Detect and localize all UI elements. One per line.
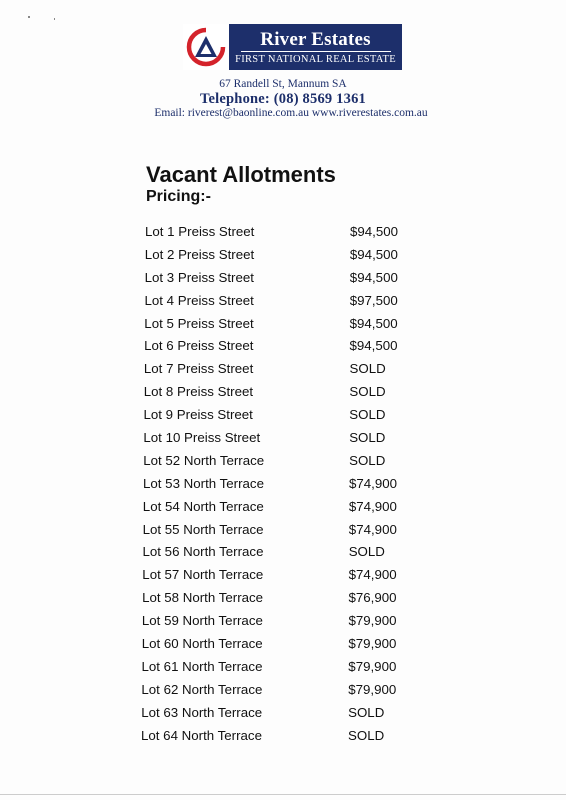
scan-speck (28, 16, 30, 18)
lot-price: $74,900 (349, 475, 398, 491)
table-row (0, 541, 566, 564)
document-title: Vacant Allotments (146, 162, 336, 187)
lot-name: Lot 1 Preiss Street (145, 224, 255, 239)
lot-price: $74,900 (348, 567, 397, 583)
lot-name: Lot 59 North Terrace (141, 613, 263, 629)
lot-name: Lot 2 Preiss Street (144, 246, 255, 262)
lot-price: $76,900 (348, 590, 397, 606)
table-row (0, 335, 566, 358)
table-row (0, 290, 566, 313)
lot-name: Lot 10 Preiss Street (143, 430, 261, 446)
sold-status: SOLD (349, 430, 386, 446)
table-row (0, 267, 566, 290)
lot-name: Lot 58 North Terrace (142, 590, 264, 606)
document-subtitle: Pricing:- (146, 188, 211, 205)
table-row (0, 221, 566, 244)
table-row (0, 587, 566, 610)
lot-name: Lot 61 North Terrace (141, 658, 263, 674)
lot-name: Lot 9 Preiss Street (143, 407, 253, 423)
table-row (0, 473, 566, 496)
lot-name: Lot 56 North Terrace (142, 544, 264, 560)
allotment-price-list (0, 221, 566, 747)
first-national-triangle-logo-icon (183, 24, 229, 70)
table-row (0, 450, 566, 473)
sold-status: SOLD (349, 452, 386, 468)
scan-speck (54, 18, 55, 20)
lot-price: $94,500 (349, 246, 398, 262)
table-row (0, 427, 566, 450)
table-row (0, 679, 566, 702)
lot-name: Lot 5 Preiss Street (144, 315, 254, 331)
table-row (0, 564, 566, 587)
lot-name: Lot 6 Preiss Street (144, 338, 254, 354)
lot-name: Lot 55 North Terrace (142, 521, 264, 537)
lot-price: $79,900 (348, 613, 397, 629)
sold-status: SOLD (349, 407, 386, 423)
office-address: 67 Randell St, Mannum SA (219, 78, 347, 90)
brand-divider (241, 51, 391, 52)
lot-name: Lot 7 Preiss Street (143, 361, 254, 377)
table-row (0, 633, 566, 656)
lot-name: Lot 8 Preiss Street (143, 384, 254, 400)
lot-price: $79,900 (348, 636, 397, 652)
lot-name: Lot 54 North Terrace (142, 498, 264, 514)
lot-name: Lot 3 Preiss Street (144, 269, 254, 285)
table-row (0, 725, 566, 748)
table-row (0, 702, 566, 725)
lot-price: $79,900 (348, 681, 397, 697)
brand-name: River Estates (260, 28, 371, 50)
lot-price: $97,500 (349, 292, 398, 308)
scan-edge-mark (0, 794, 566, 795)
lot-price: $79,900 (348, 658, 397, 674)
lot-name: Lot 57 North Terrace (142, 567, 264, 583)
table-row (0, 610, 566, 633)
lot-price: $94,500 (349, 338, 398, 354)
lot-price: $74,900 (348, 498, 397, 514)
sold-status: SOLD (348, 704, 385, 720)
sold-status: SOLD (349, 361, 386, 377)
lot-name: Lot 60 North Terrace (141, 636, 263, 652)
table-row (0, 244, 566, 267)
sold-status: SOLD (348, 727, 385, 743)
lot-price: $94,500 (349, 269, 398, 285)
lot-price: $94,500 (350, 224, 399, 239)
brand-tagline: FIRST NATIONAL REAL ESTATE (235, 53, 396, 65)
lot-name: Lot 64 North Terrace (141, 727, 262, 743)
lot-name: Lot 4 Preiss Street (144, 292, 254, 308)
table-row (0, 313, 566, 336)
table-row (0, 358, 566, 381)
table-row (0, 404, 566, 427)
sold-status: SOLD (349, 384, 386, 400)
lot-name: Lot 52 North Terrace (143, 452, 265, 468)
office-telephone: Telephone: (08) 8569 1361 (200, 91, 366, 107)
table-row (0, 381, 566, 404)
table-row (0, 496, 566, 519)
brand-logo (183, 24, 402, 70)
table-row (0, 656, 566, 679)
lot-name: Lot 53 North Terrace (143, 475, 264, 491)
sold-status: SOLD (348, 544, 385, 560)
lot-name: Lot 63 North Terrace (141, 704, 263, 720)
lot-price: $94,500 (349, 315, 398, 331)
brand-text (229, 24, 402, 70)
lot-price: $74,900 (348, 521, 397, 537)
table-row (0, 519, 566, 542)
office-email-website: Email: riverest@baonline.com.au www.riverestates.com.au (154, 107, 428, 119)
lot-name: Lot 62 North Terrace (141, 681, 263, 697)
